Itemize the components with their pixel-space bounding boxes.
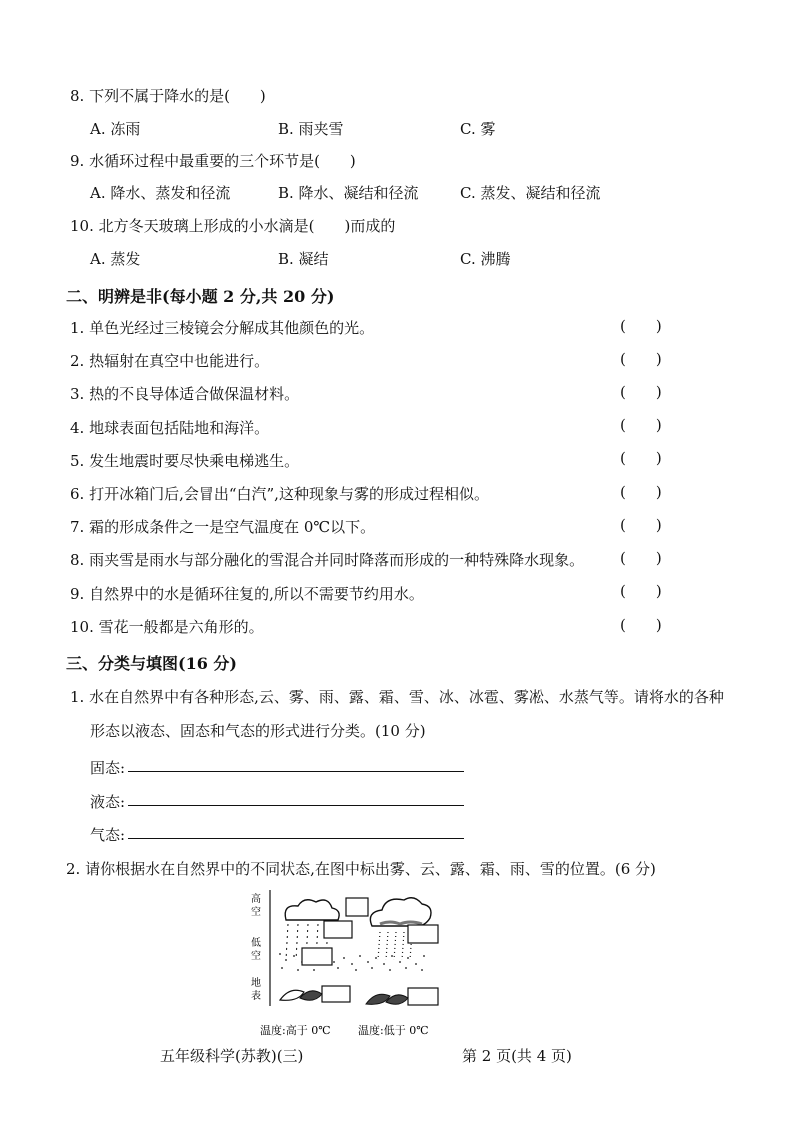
axis-label-ground-1: 地 bbox=[251, 978, 261, 989]
answer-box-dew[interactable] bbox=[322, 986, 350, 1002]
tf-item: 1. 单色光经过三棱镜会分解成其他颜色的光。 bbox=[70, 319, 375, 337]
caption-below-zero: 温度:低于 0℃ bbox=[358, 1024, 429, 1037]
cloud-left-icon bbox=[285, 900, 339, 920]
tf-item: 2. 热辐射在真空中也能进行。 bbox=[70, 352, 270, 370]
tf-answer-blank[interactable]: ( ) bbox=[620, 616, 662, 634]
footer-page-number: 第 2 页(共 4 页) bbox=[462, 1047, 572, 1065]
leaf-right-icon bbox=[366, 994, 390, 1004]
mcq-9-option-b[interactable]: B. 降水、凝结和径流 bbox=[278, 184, 419, 202]
snow-icon bbox=[378, 932, 412, 960]
mcq-9-option-c[interactable]: C. 蒸发、凝结和径流 bbox=[460, 184, 601, 202]
footer-subject: 五年级科学(苏教)(三) bbox=[160, 1047, 304, 1065]
tf-item: 4. 地球表面包括陆地和海洋。 bbox=[70, 419, 270, 437]
classify-question-line2: 形态以液态、固态和气态的形式进行分类。(10 分) bbox=[90, 722, 426, 740]
leaf-left-icon bbox=[280, 990, 304, 1000]
tf-answer-blank[interactable]: ( ) bbox=[620, 350, 662, 368]
tf-item: 10. 雪花一般都是六角形的。 bbox=[70, 618, 264, 636]
axis-label-ground-2: 表 bbox=[251, 991, 261, 1002]
axis-label-high-1: 高 bbox=[251, 894, 261, 905]
fog-dots bbox=[279, 953, 425, 971]
tf-answer-blank[interactable]: ( ) bbox=[620, 549, 662, 567]
tf-answer-blank[interactable]: ( ) bbox=[620, 483, 662, 501]
answer-box-cloud-left[interactable] bbox=[346, 898, 368, 916]
mcq-9-stem: 9. 水循环过程中最重要的三个环节是( ) bbox=[70, 152, 356, 170]
tf-answer-blank[interactable]: ( ) bbox=[620, 582, 662, 600]
cloud-right-icon bbox=[370, 898, 431, 927]
section-3-title: 三、分类与填图(16 分) bbox=[66, 654, 237, 673]
classify-question-line1: 1. 水在自然界中有各种形态,云、雾、雨、露、霜、雪、冰、冰雹、雾凇、水蒸气等。请将水的各种 bbox=[70, 688, 724, 706]
answer-box-frost[interactable] bbox=[408, 988, 438, 1005]
gas-answer-line[interactable] bbox=[128, 838, 464, 839]
answer-box-fog[interactable] bbox=[302, 948, 332, 965]
tf-answer-blank[interactable]: ( ) bbox=[620, 317, 662, 335]
tf-answer-blank[interactable]: ( ) bbox=[620, 516, 662, 534]
mcq-10-option-b[interactable]: B. 凝结 bbox=[278, 250, 329, 268]
answer-box-rain[interactable] bbox=[324, 921, 352, 938]
gas-field-label: 气态: bbox=[90, 826, 126, 844]
liquid-answer-line[interactable] bbox=[128, 805, 464, 806]
mcq-10-stem: 10. 北方冬天玻璃上形成的小水滴是( )而成的 bbox=[70, 217, 396, 235]
tf-item: 8. 雨夹雪是雨水与部分融化的雪混合并同时降落而形成的一种特殊降水现象。 bbox=[70, 551, 585, 569]
liquid-field-label: 液态: bbox=[90, 793, 126, 811]
section-2-title: 二、明辨是非(每小题 2 分,共 20 分) bbox=[66, 287, 335, 306]
mcq-8-option-c[interactable]: C. 雾 bbox=[460, 120, 496, 138]
tf-item: 7. 霜的形成条件之一是空气温度在 0℃以下。 bbox=[70, 518, 376, 536]
caption-above-zero: 温度:高于 0℃ bbox=[260, 1024, 331, 1037]
mcq-9-option-a[interactable]: A. 降水、蒸发和径流 bbox=[90, 184, 231, 202]
diagram-question: 2. 请你根据水在自然界中的不同状态,在图中标出雾、云、露、霜、雨、雪的位置。(6 分) bbox=[66, 860, 656, 878]
axis-label-low-1: 低 bbox=[251, 938, 261, 949]
mcq-8-option-a[interactable]: A. 冻雨 bbox=[90, 120, 141, 138]
water-states-diagram bbox=[240, 888, 460, 1038]
axis-label-high-2: 空 bbox=[251, 907, 261, 918]
mcq-10-option-a[interactable]: A. 蒸发 bbox=[90, 250, 141, 268]
answer-box-snow[interactable] bbox=[408, 925, 438, 943]
solid-answer-line[interactable] bbox=[128, 771, 464, 772]
tf-item: 5. 发生地震时要尽快乘电梯逃生。 bbox=[70, 452, 300, 470]
mcq-10-option-c[interactable]: C. 沸腾 bbox=[460, 250, 511, 268]
mcq-8-stem: 8. 下列不属于降水的是( ) bbox=[70, 87, 266, 105]
tf-item: 3. 热的不良导体适合做保温材料。 bbox=[70, 385, 300, 403]
solid-field-label: 固态: bbox=[90, 759, 126, 777]
tf-item: 9. 自然界中的水是循环往复的,所以不需要节约用水。 bbox=[70, 585, 424, 603]
tf-item: 6. 打开冰箱门后,会冒出“白汽”,这种现象与雾的形成过程相似。 bbox=[70, 485, 489, 503]
cloud-right-shading bbox=[380, 922, 422, 924]
tf-answer-blank[interactable]: ( ) bbox=[620, 383, 662, 401]
tf-answer-blank[interactable]: ( ) bbox=[620, 449, 662, 467]
axis-label-low-2: 空 bbox=[251, 951, 261, 962]
mcq-8-option-b[interactable]: B. 雨夹雪 bbox=[278, 120, 344, 138]
tf-answer-blank[interactable]: ( ) bbox=[620, 416, 662, 434]
